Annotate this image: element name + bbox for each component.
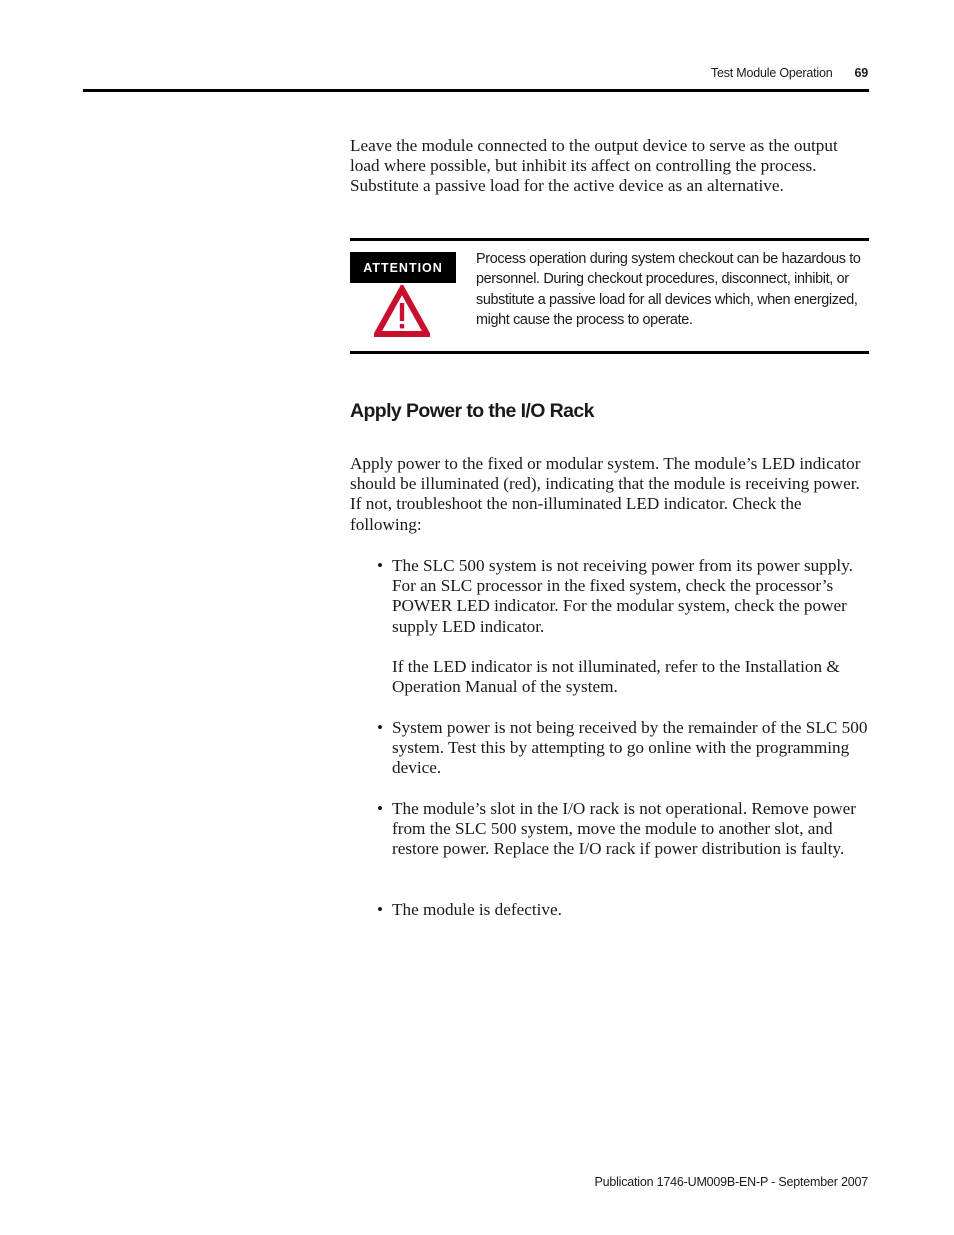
attention-text: Process operation during system checkout can be hazardous to personnel. During checkout procedures, disconnect, inhibit, or substitute a passive load for all devices which, when energized, might cause the process to operate. — [476, 251, 861, 329]
intro-paragraph: Leave the module connected to the output device to serve as the output load where possible, but inhibit its affect on controlling the process. Substitute a passive load for the active device as an alternative. — [350, 136, 838, 196]
list-item-text: The module’s slot in the I/O rack is not operational. Remove power from the SLC 500 system, move the module to another slot, and restore power. Replace the I/O rack if power distribution is faulty. — [392, 799, 856, 859]
bullet-marker: • — [377, 718, 384, 737]
page-number: 69 — [854, 66, 868, 80]
list-item-note-text: If the LED indicator is not illuminated, refer to the Installation & Operation Manual of the system. — [392, 657, 840, 697]
warning-triangle-icon — [374, 285, 430, 337]
header-rule — [83, 89, 869, 92]
header-section-title: Test Module Operation — [710, 66, 833, 80]
bullet-marker: • — [377, 900, 384, 919]
attention-box — [350, 238, 869, 354]
list-item-text: The SLC 500 system is not receiving power from its power supply. For an SLC processor in the fixed system, check the processor’s POWER LED indicator. For the modular system, check the power supply LED indicator. — [392, 556, 853, 636]
publication-footer: Publication 1746-UM009B-EN-P - September 2007 — [594, 1175, 868, 1189]
section-heading: Apply Power to the I/O Rack — [350, 400, 594, 422]
attention-label: ATTENTION — [350, 252, 456, 283]
bullet-marker: • — [377, 556, 384, 575]
page-header — [711, 66, 868, 80]
bullet-marker: • — [377, 799, 384, 818]
section-paragraph: Apply power to the fixed or modular system. The module’s LED indicator should be illuminated (red), indicating that the module is receiving power. If not, troubleshoot the non-illuminated LED indicator. Check the following: — [350, 454, 861, 534]
list-item-text: The module is defective. — [392, 900, 562, 919]
list-item-text: System power is not being received by the remainder of the SLC 500 system. Test this by attempting to go online with the programming device. — [392, 718, 868, 778]
